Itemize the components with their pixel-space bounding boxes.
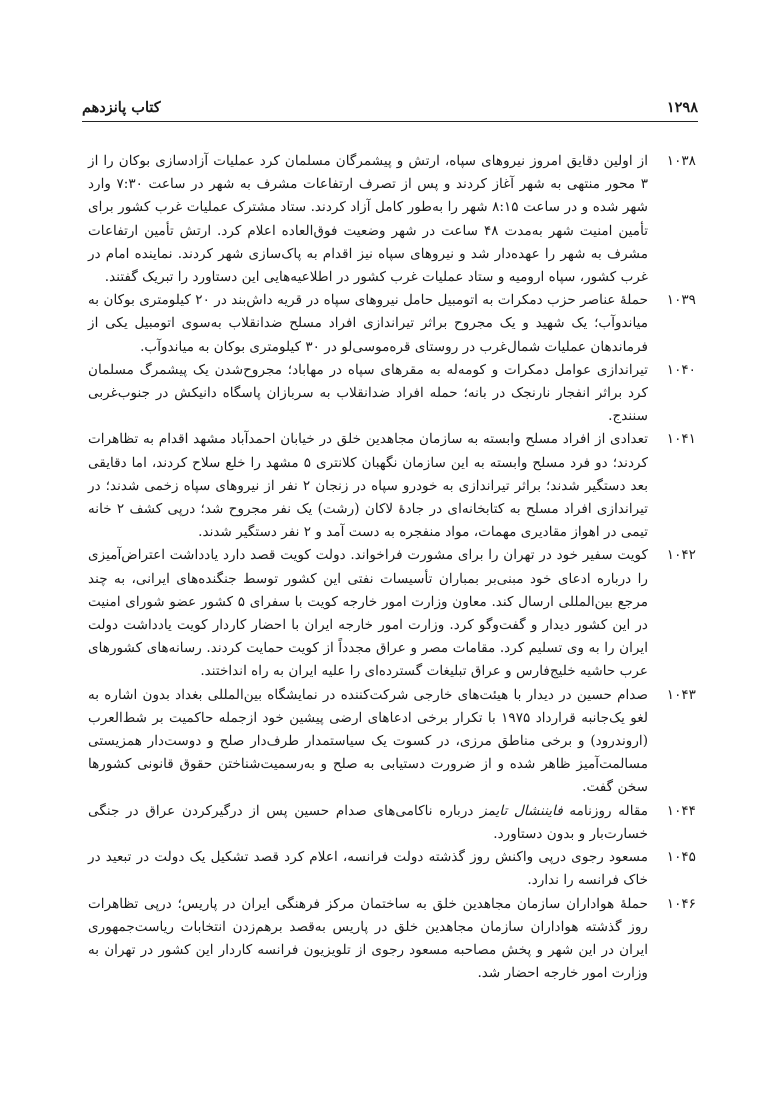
entry-number: ۱۰۴۰	[666, 361, 696, 378]
entry-number: ۱۰۳۸	[666, 153, 696, 169]
page-body	[88, 150, 696, 985]
page-header	[82, 86, 698, 116]
entry-number: ۱۰۴۵	[666, 849, 696, 866]
entry-number: ۱۰۳۹	[666, 292, 696, 309]
entry-text: از اولین دقایق امروز نیروهای سپاه، ارتش و پیشمرگان مسلمان کرد عملیات آزادسازی بوکان را از ۳ محور منتهی به شهر آغاز کردند و پس از تصرف ارتفاعات مشرف به شهر در ساعت ۷:۳۰ وارد شهر شده و در ساعت ۸:۱۵ شهر را به‌طور کامل آزاد کردند. ستاد مشترک عملیات غرب کشور برای تأمین امنیت شهر به‌مدت ۴۸ ساعت در شهر وضعیت فوق‌العاده اعلام کرد. ارتش تأمین ارتفاعات مشرف به شهر را عهده‌دار شد و نیروهای سپاه نیز اقدام به پاک‌سازی شهر کردند. نماینده امام در غرب کشور، سپاه ارومیه و ستاد عملیات غرب کشور در اطلاعیه‌هایی این دستاورد را تبریک گفتند.	[88, 153, 649, 286]
entry	[88, 893, 696, 986]
entry-number: ۱۰۴۱	[666, 431, 696, 448]
entry-text-part: مقاله روزنامه	[562, 802, 649, 819]
entry	[88, 428, 696, 544]
entry-number: ۱۰۴۳	[666, 686, 696, 703]
entry-text: مسعود رجوی درپی واکنش روز گذشته دولت فرانسه، اعلام کرد قصد تشکیل یک دولت در تبعید در خاک فرانسه را ندارد.	[88, 849, 648, 889]
entry	[88, 846, 696, 892]
entry-number: ۱۰۴۶	[666, 895, 696, 912]
entry-text: حملهٔ عناصر حزب دمکرات به اتومبیل حامل نیروهای سپاه در قریه داش‌بند در ۲۰ کیلومتری بوکان به میاندوآب؛ یک شهید و یک مجروح براثر تیراندازی افراد مسلح ضدانقلاب به‌سوی اتومبیل یکی از فرماندهان عملیات شمال‌غرب در روستای قره‌موسی‌لو در ۳۰ کیلومتری بوکان به میاندوآب.	[88, 292, 648, 355]
entry-text-part: درباره ناکامی‌های صدام حسین پس از درگیرکردن عراق در جنگی خسارت‌بار و بدون دستاورد.	[88, 802, 648, 842]
header-rule	[82, 121, 698, 122]
entry-text: کویت سفیر خود در تهران را برای مشورت فراخواند. دولت کویت قصد دارد یادداشت اعتراض‌آمیزی را درباره ادعای خود مبنی‌بر بمباران تأسیسات نفتی این کشور توسط جنگنده‌های ایرانی، به چند مرجع بین‌المللی ارسال کند. معاون وزارت امور خارجه کویت با سفرای ۵ کشور عضو شورای امنیت در این کشور دیدار و گفت‌وگو کرد. وزارت امور خارجه ایران با احضار کاردار کویت یادداشت دولت ایران را به وی تسلیم کرد. مقامات مصر و عراق مجدداً از کویت حمایت کردند. رسانه‌های کشورهای عرب حاشیه خلیج‌فارس و عراق تبلیغات گسترده‌ای را علیه ایران به راه انداختند.	[88, 547, 648, 680]
entry-text: صدام حسین در دیدار با هیئت‌های خارجی شرکت‌کننده در نمایشگاه بین‌المللی بغداد بدون اشاره به لغو یک‌جانبه قرارداد ۱۹۷۵ با تکرار برخی ادعاهای ارضی پیشین خود ازجمله حاکمیت بر شط‌العرب (اروندرود) و برخی مناطق مرزی، در کسوت یک سیاستمدار طرف‌دار صلح و دوست‌دار همزیستی مسالمت‌آمیز ظاهر شده و از ضرورت دستیابی به صلح و به‌رسمیت‌شناختن حقوق قانونی کشورها سخن گفت.	[88, 686, 648, 796]
page-number: ۱۲۹۸	[666, 99, 698, 116]
newspaper-title: فایننشال تایمز	[480, 802, 563, 819]
entry	[88, 544, 696, 683]
entry-number: ۱۰۴۴	[666, 802, 696, 819]
entry	[88, 800, 696, 846]
entry-number: ۱۰۴۲	[666, 547, 696, 564]
entry	[88, 150, 696, 289]
entry	[88, 684, 696, 800]
entry-text: تعدادی از افراد مسلح وابسته به سازمان مجاهدین خلق در خیابان احمدآباد مشهد اقدام به تظاهرات کردند؛ دو فرد مسلح وابسته به این سازمان نگهبان کلانتری ۵ مشهد را خلع سلاح کردند، اما دقایقی بعد دستگیر شدند؛ براثر تیراندازی به خودرو سپاه در زنجان ۲ نفر از نیروهای سپاه زخمی شدند؛ در تیراندازی افراد مسلح به کتابخانه‌ای در جادهٔ لاکان (رشت) یک نفر مجروح شد؛ درپی کشف ۲ خانه تیمی در اهواز مقادیری مهمات، مواد منفجره به دست آمد و ۲ نفر دستگیر شدند.	[88, 431, 648, 541]
entry-text: تیراندازی عوامل دمکرات و کومه‌له به مقرهای سپاه در مهاباد؛ مجروح‌شدن یک پیشمرگ مسلمان کرد براثر انفجار نارنجک در بانه؛ حمله افراد ضدانقلاب به سربازان پاسگاه دانیکش در جنوب‌غربی سنندج.	[88, 361, 648, 425]
entry-text	[88, 800, 648, 846]
book-title: کتاب پانزدهم	[82, 99, 161, 116]
entry	[88, 289, 696, 359]
entry-text: حملهٔ هواداران سازمان مجاهدین خلق به ساختمان مرکز فرهنگی ایران در پاریس؛ درپی تظاهرات روز گذشته هواداران سازمان مجاهدین خلق در پاریس به‌قصد برهم‌زدن انتخابات ریاست‌جمهوری ایران در این شهر و پخش مصاحبه مسعود رجوی از تلویزیون فرانسه کاردار این کشور در تهران به وزارت امور خارجه احضار شد.	[88, 895, 648, 982]
entry	[88, 359, 696, 429]
